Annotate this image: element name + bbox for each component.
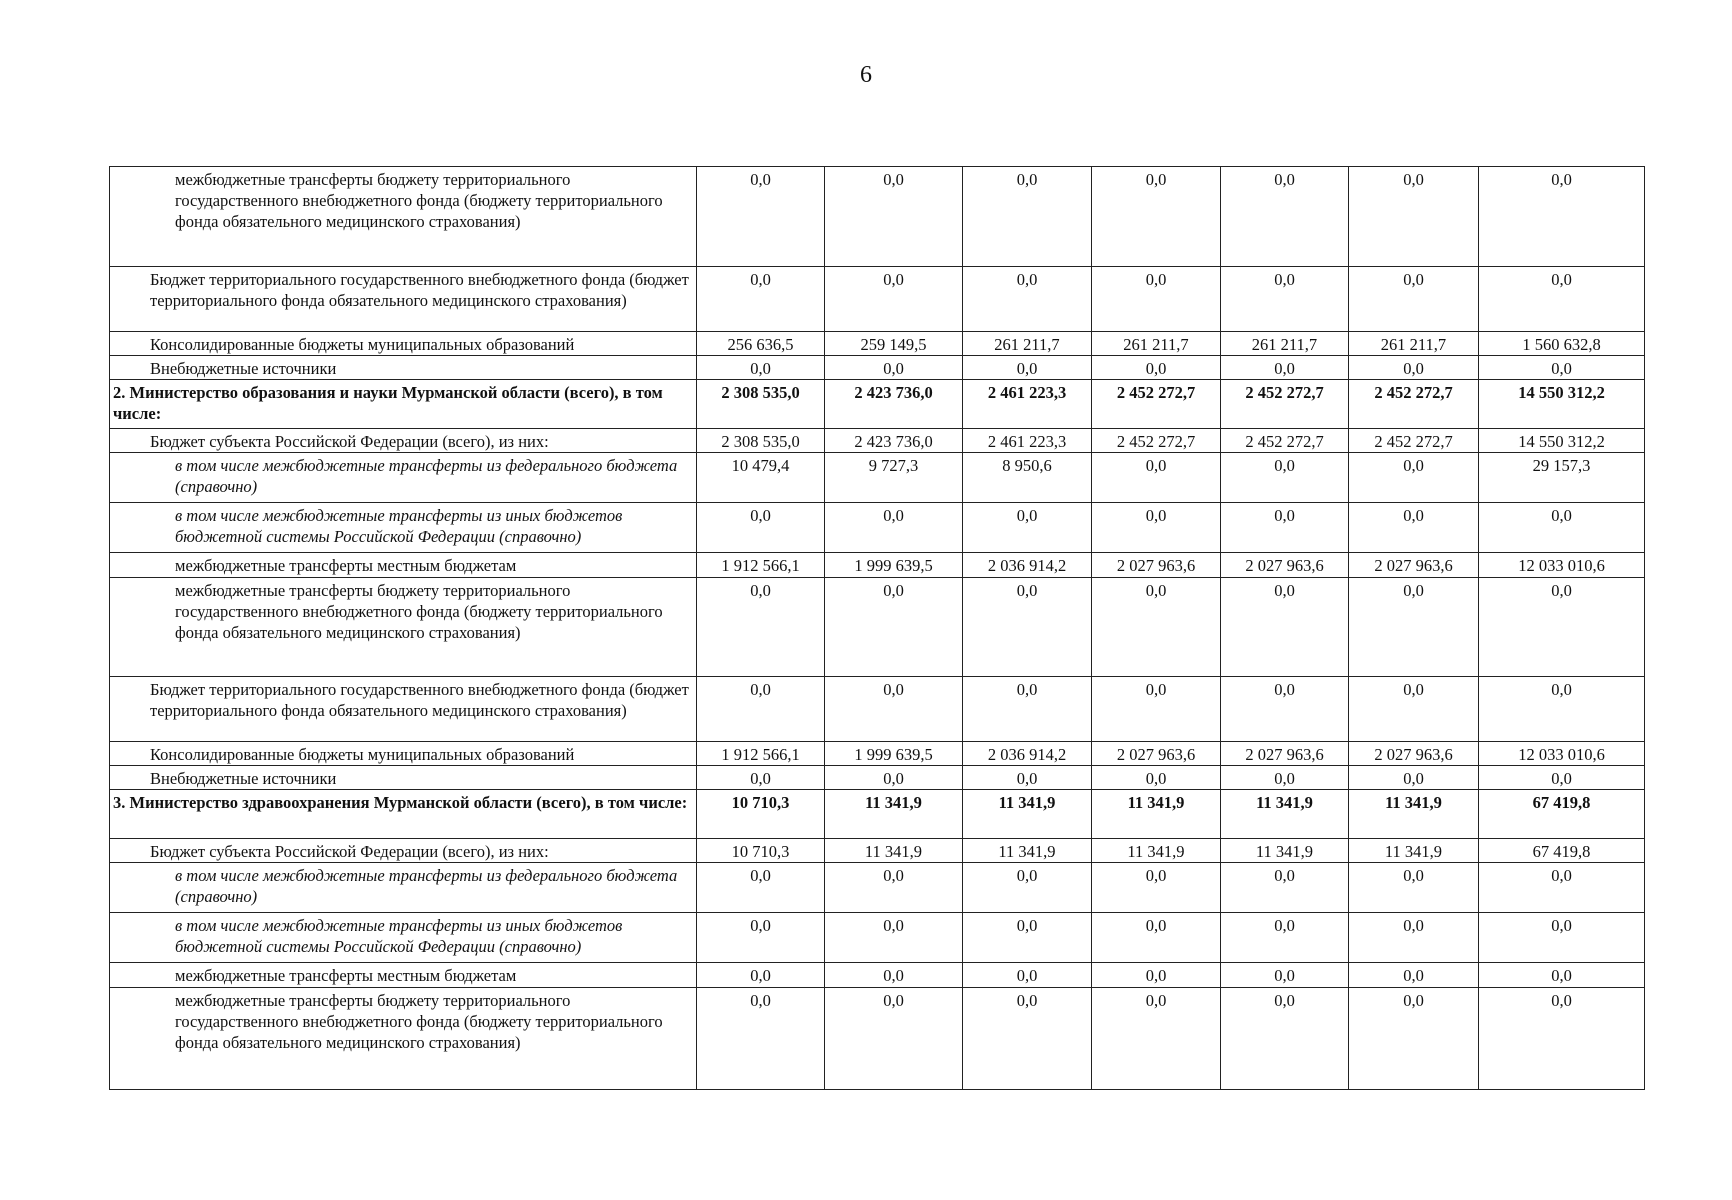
row-value-cell: 0,0 bbox=[1221, 988, 1349, 1090]
row-value-cell: 0,0 bbox=[825, 167, 963, 267]
table-row bbox=[110, 356, 1645, 380]
table-row bbox=[110, 453, 1645, 503]
row-value-cell: 10 710,3 bbox=[697, 839, 825, 863]
row-value-cell: 0,0 bbox=[697, 503, 825, 553]
row-label: межбюджетные трансферты бюджету территориального государственного внебюджетного фонда (бюджету территориального фонда обязательного медицинского страхования) bbox=[110, 167, 697, 267]
row-total-cell: 0,0 bbox=[1479, 863, 1645, 913]
row-label: межбюджетные трансферты бюджету территориального государственного внебюджетного фонда (бюджету территориального фонда обязательного медицинского страхования) bbox=[110, 578, 697, 677]
row-value-cell: 2 027 963,6 bbox=[1221, 742, 1349, 766]
row-label: Внебюджетные источники bbox=[110, 356, 697, 380]
row-value-cell: 0,0 bbox=[1092, 503, 1221, 553]
row-value-cell: 0,0 bbox=[1221, 677, 1349, 742]
row-value-cell: 0,0 bbox=[1092, 356, 1221, 380]
page-number: 6 bbox=[860, 62, 872, 88]
row-total-cell: 67 419,8 bbox=[1479, 839, 1645, 863]
row-total-cell: 1 560 632,8 bbox=[1479, 332, 1645, 356]
row-value-cell: 11 341,9 bbox=[963, 790, 1092, 839]
row-value-cell: 2 027 963,6 bbox=[1349, 742, 1479, 766]
row-value-cell: 0,0 bbox=[825, 988, 963, 1090]
row-value-cell: 0,0 bbox=[1221, 503, 1349, 553]
row-value-cell: 0,0 bbox=[1221, 267, 1349, 332]
row-value-cell: 0,0 bbox=[825, 863, 963, 913]
table-row bbox=[110, 913, 1645, 963]
row-value-cell: 259 149,5 bbox=[825, 332, 963, 356]
row-value-cell: 2 452 272,7 bbox=[1092, 380, 1221, 429]
row-value-cell: 1 999 639,5 bbox=[825, 553, 963, 578]
table-row bbox=[110, 503, 1645, 553]
row-label: Бюджет территориального государственного внебюджетного фонда (бюджет территориального фонда обязательного медицинского страхования) bbox=[110, 677, 697, 742]
table-row bbox=[110, 267, 1645, 332]
row-value-cell: 1 912 566,1 bbox=[697, 742, 825, 766]
row-value-cell: 0,0 bbox=[1349, 863, 1479, 913]
row-value-cell: 2 308 535,0 bbox=[697, 429, 825, 453]
row-value-cell: 0,0 bbox=[697, 356, 825, 380]
row-value-cell: 11 341,9 bbox=[1092, 839, 1221, 863]
row-value-cell: 2 423 736,0 bbox=[825, 429, 963, 453]
row-value-cell: 0,0 bbox=[1221, 913, 1349, 963]
row-value-cell: 0,0 bbox=[697, 267, 825, 332]
row-value-cell: 0,0 bbox=[1092, 578, 1221, 677]
row-value-cell: 2 452 272,7 bbox=[1221, 380, 1349, 429]
row-total-cell: 29 157,3 bbox=[1479, 453, 1645, 503]
row-value-cell: 0,0 bbox=[697, 863, 825, 913]
table-row bbox=[110, 790, 1645, 839]
row-value-cell: 0,0 bbox=[825, 677, 963, 742]
row-value-cell: 0,0 bbox=[1349, 963, 1479, 988]
row-value-cell: 2 036 914,2 bbox=[963, 742, 1092, 766]
row-value-cell: 0,0 bbox=[825, 267, 963, 332]
row-label: 3. Министерство здравоохранения Мурманской области (всего), в том числе: bbox=[110, 790, 697, 839]
row-value-cell: 0,0 bbox=[963, 167, 1092, 267]
row-value-cell: 1 912 566,1 bbox=[697, 553, 825, 578]
row-value-cell: 0,0 bbox=[1349, 167, 1479, 267]
row-value-cell: 0,0 bbox=[1221, 453, 1349, 503]
row-value-cell: 0,0 bbox=[697, 988, 825, 1090]
row-value-cell: 0,0 bbox=[1221, 356, 1349, 380]
row-value-cell: 11 341,9 bbox=[1349, 839, 1479, 863]
table-row bbox=[110, 332, 1645, 356]
table-row bbox=[110, 988, 1645, 1090]
row-total-cell: 0,0 bbox=[1479, 766, 1645, 790]
row-total-cell: 0,0 bbox=[1479, 913, 1645, 963]
row-label: 2. Министерство образования и науки Мурманской области (всего), в том числе: bbox=[110, 380, 697, 429]
row-value-cell: 1 999 639,5 bbox=[825, 742, 963, 766]
row-label: Консолидированные бюджеты муниципальных образований bbox=[110, 742, 697, 766]
row-value-cell: 2 452 272,7 bbox=[1349, 380, 1479, 429]
row-value-cell: 2 308 535,0 bbox=[697, 380, 825, 429]
row-value-cell: 11 341,9 bbox=[1221, 839, 1349, 863]
row-value-cell: 0,0 bbox=[963, 267, 1092, 332]
row-value-cell: 0,0 bbox=[963, 578, 1092, 677]
row-value-cell: 0,0 bbox=[1349, 267, 1479, 332]
row-value-cell: 0,0 bbox=[1092, 453, 1221, 503]
row-value-cell: 2 027 963,6 bbox=[1092, 553, 1221, 578]
table-row bbox=[110, 553, 1645, 578]
table-row bbox=[110, 380, 1645, 429]
row-value-cell: 0,0 bbox=[963, 913, 1092, 963]
row-label: Бюджет территориального государственного внебюджетного фонда (бюджет территориального фонда обязательного медицинского страхования) bbox=[110, 267, 697, 332]
row-value-cell: 2 452 272,7 bbox=[1349, 429, 1479, 453]
row-label: Бюджет субъекта Российской Федерации (всего), из них: bbox=[110, 839, 697, 863]
row-value-cell: 0,0 bbox=[1349, 356, 1479, 380]
row-total-cell: 0,0 bbox=[1479, 578, 1645, 677]
row-value-cell: 2 452 272,7 bbox=[1092, 429, 1221, 453]
row-value-cell: 0,0 bbox=[1349, 578, 1479, 677]
row-value-cell: 0,0 bbox=[697, 913, 825, 963]
row-value-cell: 0,0 bbox=[1092, 766, 1221, 790]
row-label: Бюджет субъекта Российской Федерации (всего), из них: bbox=[110, 429, 697, 453]
row-value-cell: 10 479,4 bbox=[697, 453, 825, 503]
row-value-cell: 2 461 223,3 bbox=[963, 380, 1092, 429]
row-value-cell: 11 341,9 bbox=[1349, 790, 1479, 839]
row-value-cell: 0,0 bbox=[963, 963, 1092, 988]
row-value-cell: 11 341,9 bbox=[1221, 790, 1349, 839]
row-value-cell: 0,0 bbox=[1092, 988, 1221, 1090]
row-total-cell: 14 550 312,2 bbox=[1479, 429, 1645, 453]
row-value-cell: 261 211,7 bbox=[1092, 332, 1221, 356]
row-value-cell: 10 710,3 bbox=[697, 790, 825, 839]
row-value-cell: 0,0 bbox=[1092, 863, 1221, 913]
row-label: в том числе межбюджетные трансферты из федерального бюджета (справочно) bbox=[110, 453, 697, 503]
row-value-cell: 2 461 223,3 bbox=[963, 429, 1092, 453]
row-value-cell: 0,0 bbox=[1349, 453, 1479, 503]
row-value-cell: 261 211,7 bbox=[1349, 332, 1479, 356]
row-value-cell: 2 452 272,7 bbox=[1221, 429, 1349, 453]
row-value-cell: 0,0 bbox=[1221, 766, 1349, 790]
row-value-cell: 0,0 bbox=[1092, 267, 1221, 332]
row-value-cell: 261 211,7 bbox=[963, 332, 1092, 356]
row-value-cell: 0,0 bbox=[1092, 677, 1221, 742]
row-label: в том числе межбюджетные трансферты из иных бюджетов бюджетной системы Российской Федерации (справочно) bbox=[110, 913, 697, 963]
row-value-cell: 2 027 963,6 bbox=[1092, 742, 1221, 766]
row-value-cell: 0,0 bbox=[1221, 578, 1349, 677]
row-total-cell: 0,0 bbox=[1479, 267, 1645, 332]
row-value-cell: 0,0 bbox=[1221, 863, 1349, 913]
row-value-cell: 0,0 bbox=[825, 356, 963, 380]
budget-table bbox=[109, 166, 1645, 1090]
row-value-cell: 0,0 bbox=[697, 578, 825, 677]
row-total-cell: 0,0 bbox=[1479, 503, 1645, 553]
row-value-cell: 0,0 bbox=[825, 503, 963, 553]
row-value-cell: 2 027 963,6 bbox=[1221, 553, 1349, 578]
row-label: межбюджетные трансферты местным бюджетам bbox=[110, 963, 697, 988]
row-value-cell: 0,0 bbox=[963, 988, 1092, 1090]
row-value-cell: 0,0 bbox=[1092, 167, 1221, 267]
row-value-cell: 0,0 bbox=[963, 356, 1092, 380]
row-value-cell: 0,0 bbox=[963, 677, 1092, 742]
row-value-cell: 2 027 963,6 bbox=[1349, 553, 1479, 578]
table-row bbox=[110, 963, 1645, 988]
row-value-cell: 0,0 bbox=[1349, 677, 1479, 742]
row-total-cell: 67 419,8 bbox=[1479, 790, 1645, 839]
row-value-cell: 0,0 bbox=[697, 167, 825, 267]
row-value-cell: 0,0 bbox=[825, 766, 963, 790]
row-value-cell: 0,0 bbox=[697, 677, 825, 742]
table-body bbox=[110, 167, 1645, 1090]
row-value-cell: 0,0 bbox=[697, 766, 825, 790]
table-row bbox=[110, 578, 1645, 677]
row-label: межбюджетные трансферты бюджету территориального государственного внебюджетного фонда (бюджету территориального фонда обязательного медицинского страхования) bbox=[110, 988, 697, 1090]
row-label: в том числе межбюджетные трансферты из иных бюджетов бюджетной системы Российской Федерации (справочно) bbox=[110, 503, 697, 553]
row-value-cell: 0,0 bbox=[1349, 913, 1479, 963]
row-label: Консолидированные бюджеты муниципальных образований bbox=[110, 332, 697, 356]
row-value-cell: 0,0 bbox=[1349, 766, 1479, 790]
row-total-cell: 0,0 bbox=[1479, 963, 1645, 988]
table-row bbox=[110, 863, 1645, 913]
table-row bbox=[110, 429, 1645, 453]
table-row bbox=[110, 167, 1645, 267]
row-value-cell: 9 727,3 bbox=[825, 453, 963, 503]
row-value-cell: 11 341,9 bbox=[963, 839, 1092, 863]
table-row bbox=[110, 766, 1645, 790]
row-value-cell: 0,0 bbox=[697, 963, 825, 988]
row-value-cell: 0,0 bbox=[1221, 167, 1349, 267]
row-total-cell: 14 550 312,2 bbox=[1479, 380, 1645, 429]
row-value-cell: 0,0 bbox=[963, 503, 1092, 553]
row-label: межбюджетные трансферты местным бюджетам bbox=[110, 553, 697, 578]
row-value-cell: 261 211,7 bbox=[1221, 332, 1349, 356]
row-value-cell: 0,0 bbox=[1349, 988, 1479, 1090]
row-value-cell: 11 341,9 bbox=[825, 839, 963, 863]
row-value-cell: 256 636,5 bbox=[697, 332, 825, 356]
row-value-cell: 0,0 bbox=[1221, 963, 1349, 988]
table-row bbox=[110, 677, 1645, 742]
table-row bbox=[110, 742, 1645, 766]
row-total-cell: 0,0 bbox=[1479, 677, 1645, 742]
row-total-cell: 0,0 bbox=[1479, 988, 1645, 1090]
row-total-cell: 12 033 010,6 bbox=[1479, 553, 1645, 578]
row-value-cell: 8 950,6 bbox=[963, 453, 1092, 503]
row-value-cell: 0,0 bbox=[1092, 913, 1221, 963]
row-label: Внебюджетные источники bbox=[110, 766, 697, 790]
row-total-cell: 12 033 010,6 bbox=[1479, 742, 1645, 766]
row-value-cell: 0,0 bbox=[825, 963, 963, 988]
row-value-cell: 0,0 bbox=[1349, 503, 1479, 553]
row-label: в том числе межбюджетные трансферты из федерального бюджета (справочно) bbox=[110, 863, 697, 913]
row-total-cell: 0,0 bbox=[1479, 167, 1645, 267]
row-value-cell: 0,0 bbox=[1092, 963, 1221, 988]
row-value-cell: 2 423 736,0 bbox=[825, 380, 963, 429]
row-value-cell: 11 341,9 bbox=[1092, 790, 1221, 839]
row-value-cell: 0,0 bbox=[825, 578, 963, 677]
row-total-cell: 0,0 bbox=[1479, 356, 1645, 380]
row-value-cell: 0,0 bbox=[963, 766, 1092, 790]
row-value-cell: 2 036 914,2 bbox=[963, 553, 1092, 578]
row-value-cell: 11 341,9 bbox=[825, 790, 963, 839]
table-row bbox=[110, 839, 1645, 863]
row-value-cell: 0,0 bbox=[825, 913, 963, 963]
row-value-cell: 0,0 bbox=[963, 863, 1092, 913]
